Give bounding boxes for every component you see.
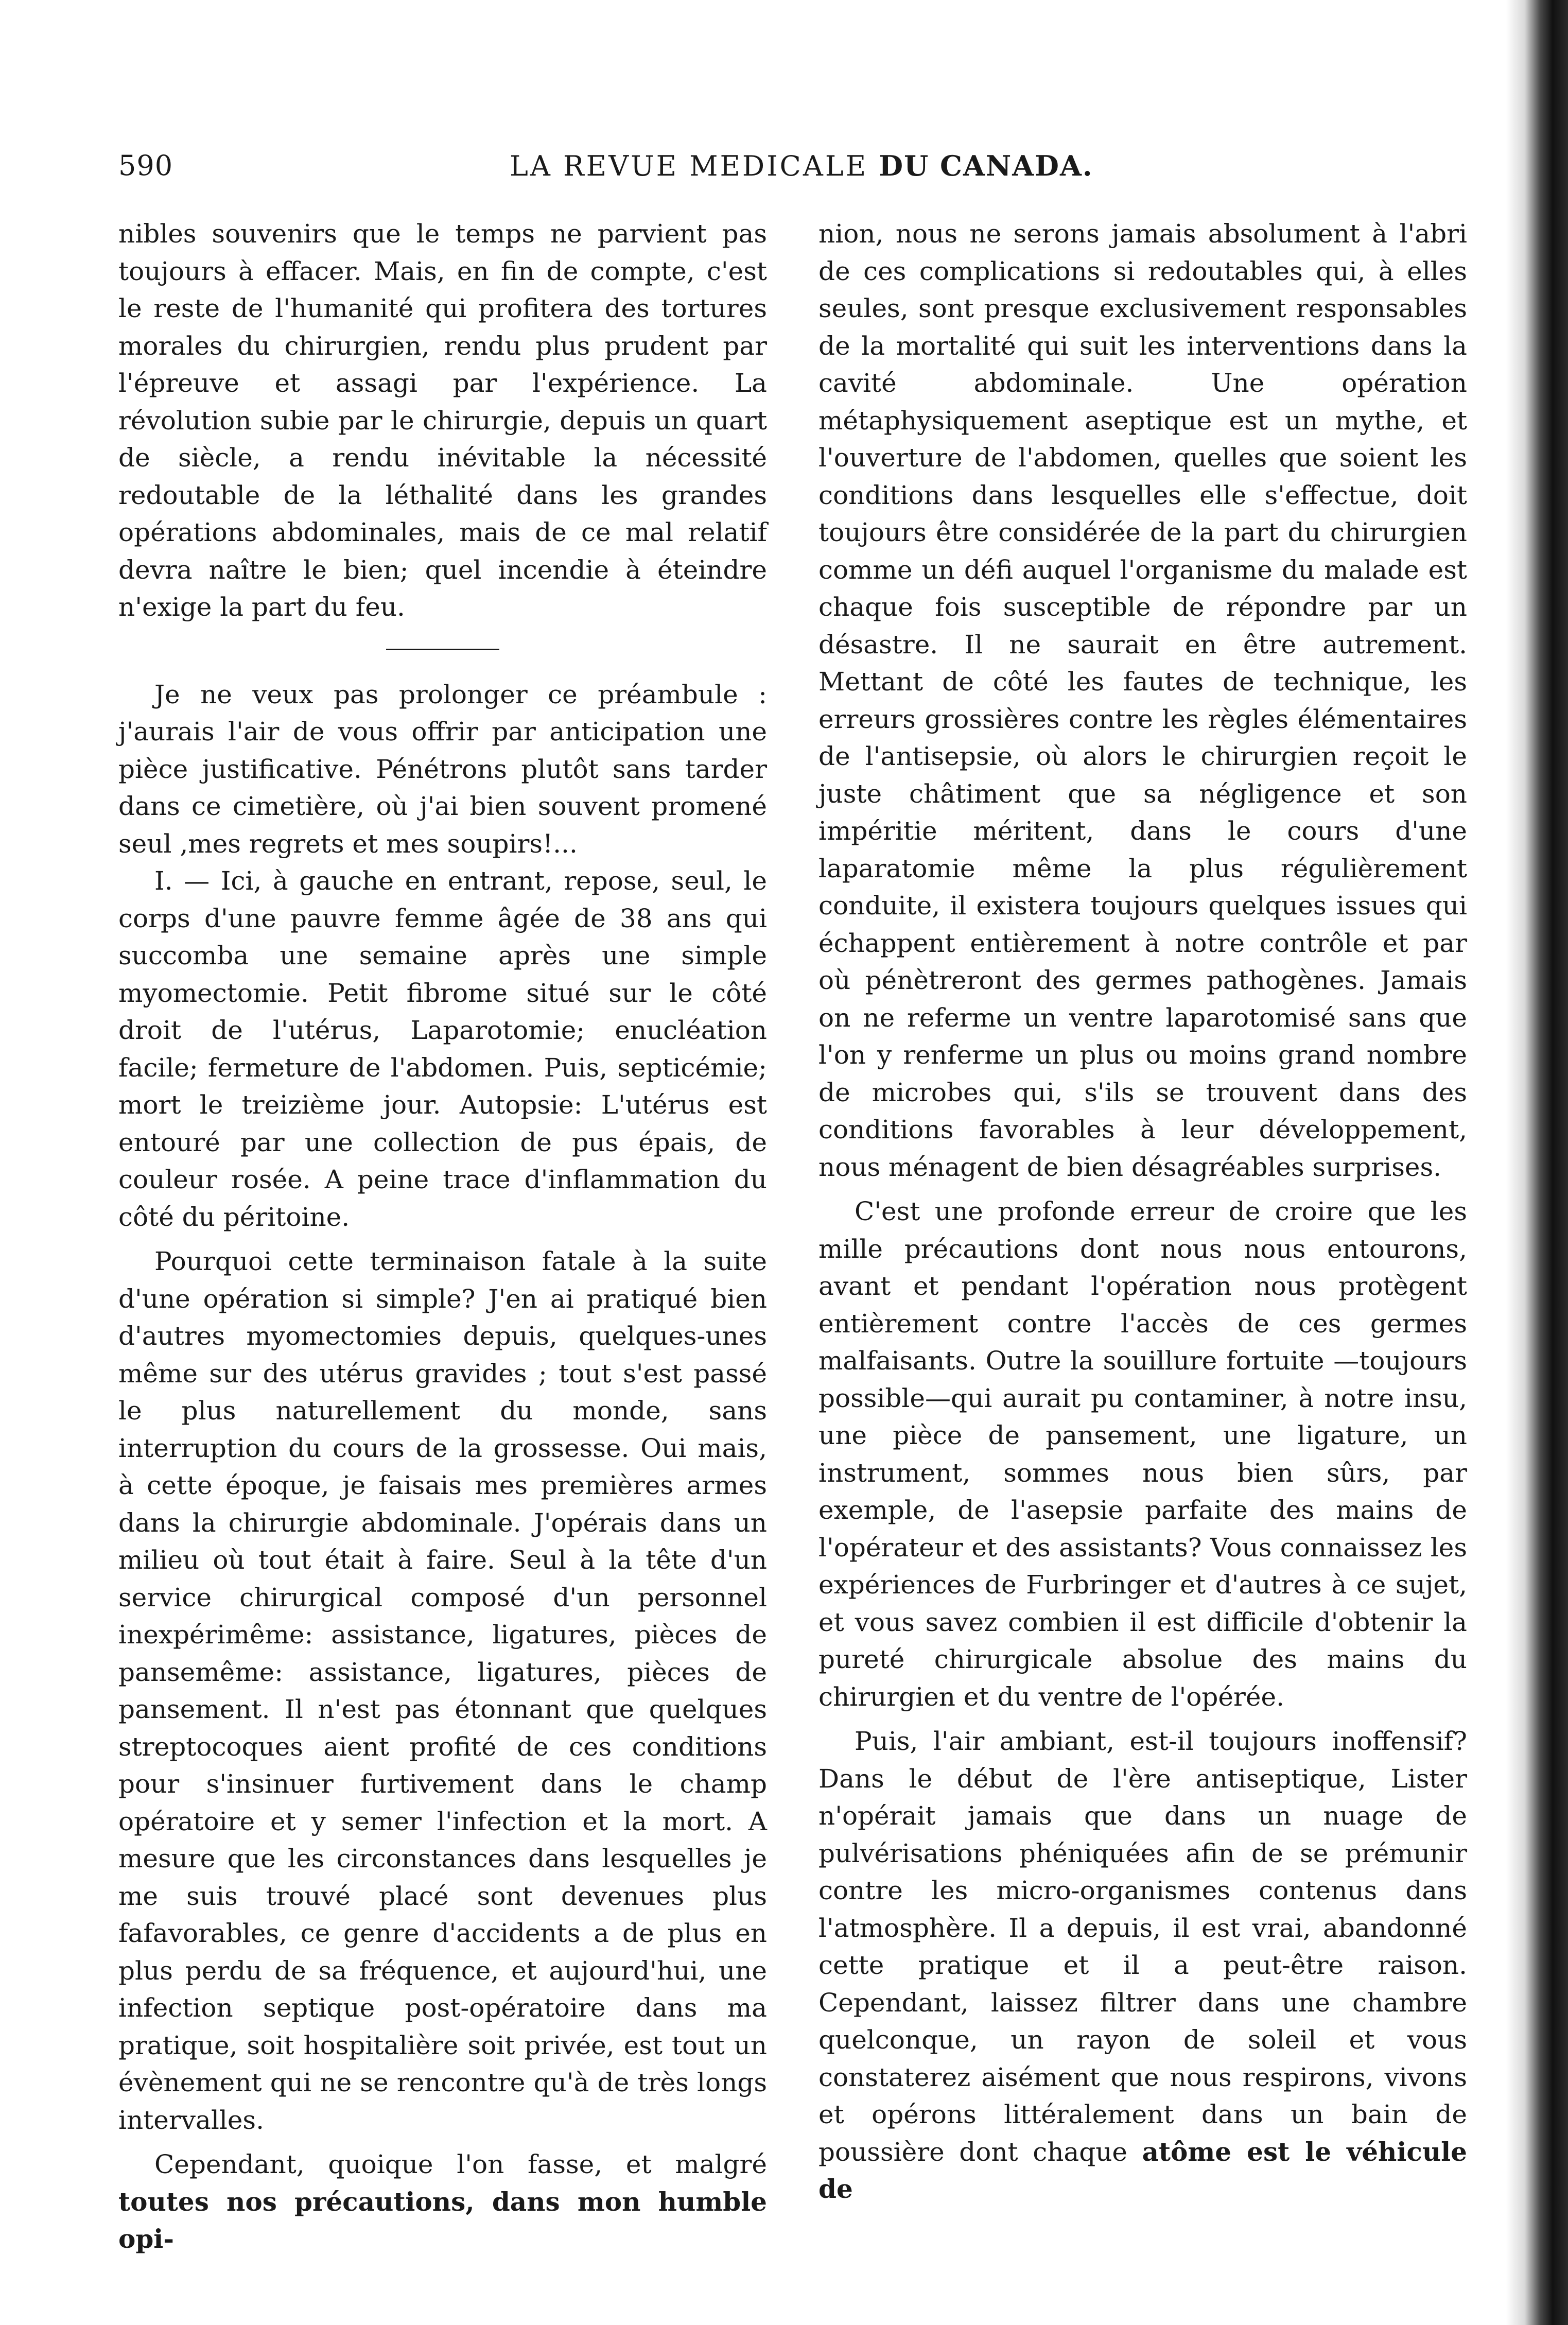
left-paragraph-5-text: Cependant, quoique l'on fasse, et malgré: [154, 2149, 767, 2179]
left-paragraph-5: [118, 2146, 767, 2258]
right-paragraph-3: [818, 1723, 1467, 2208]
right-paragraph-3-bold: atôme est le véhicule de: [818, 2136, 1467, 2204]
right-paragraph-2: C'est une profonde erreur de croire que les mille précautions dont nous nous entourons, avant et pendant l'opération nous protègent entièrement contre l'accès de ces germes malfaisants. Outre la souillure fortuite —toujours possible—qui aurait pu contaminer, à notre insu, une pièce de pansement, une ligature, un instrument, sommes nous bien sûrs, par exemple, de l'asepsie parfaite des mains de l'opérateur et des assistants? Vous connaissez les expériences de Furbringer et d'autres à ce sujet, et vous savez combien il est difficile d'obtenir la pureté chirurgicale absolue des mains du chirurgien et du ventre de l'opérée.: [818, 1196, 1467, 1712]
right-paragraph-1: nion, nous ne serons jamais absolument à l'abri de ces complications si redoutables qui, à elles seules, sont presque exclusivement responsables de la mortalité qui suit les interventions dans la cavité abdominale. Une opération métaphysiquement aseptique est un mythe, et l'ouverture de l'abdomen, quelles que soient les conditions dans lesquelles elle s'effectue, doit toujours être considérée de la part du chirurgien comme un défi auquel l'organisme du malade est chaque fois susceptible de répondre par un désastre. Il ne saurait en être autrement. Mettant de côté les fautes de technique, les erreurs grossières contre les règles élémentaires de l'antisepsie, où alors le chirurgien reçoit le juste châtiment que sa négligence et son impéritie méritent, dans le cours d'une laparatomie même la plus régulièrement conduite, il existera toujours quelques issues qui échappent entièrement à notre contrôle et par où pénètreront des germes pathogènes. Jamais on ne referme un ventre laparotomisé sans que l'on y renferme un plus ou moins grand nombre de microbes qui, s'ils se trouvent dans des conditions favorables à leur développement, nous ménagent de bien désagréables surprises.: [818, 219, 1467, 1182]
page-header: [118, 149, 1488, 190]
left-paragraph-3: I. — Ici, à gauche en entrant, repose, seul, le corps d'une pauvre femme âgée de 38 ans qui succomba une semaine après une simple myomectomie. Petit fibrome situé sur le côté droit de l'utérus, Laparotomie; enucléation facile; fermeture de l'abdomen. Puis, septicémie; mort le treizième jour. Autopsie: L'utérus est entouré par une collection de pus épais, de couleur rosée. A peine trace d'inflammation du côté du péritoine.: [118, 866, 767, 1232]
right-column: [818, 215, 1467, 2208]
running-head-end: DU CANADA.: [879, 149, 1093, 182]
left-paragraph-2: Je ne veux pas prolonger ce préambule : j'aurais l'air de vous offrir par anticipation une pièce justificative. Pénétrons plutôt sans tarder dans ce cimetière, où j'ai bien souvent promené seul ,mes regrets et mes soupirs!...: [118, 679, 767, 859]
right-paragraph-3-text: Puis, l'air ambiant, est-il toujours inoffensif? Dans le début de l'ère antiseptique, Lister n'opérait jamais que dans un nuage de pulvérisations phéniquées afin de se prémunir contre les micro-organismes contenus dans l'atmosphère. Il a depuis, il est vrai, abandonné cette pratique et il a peut-être raison. Cependant, laissez filtrer dans une chambre quelconque, un rayon de soleil et vous constaterez aisément que nous respirons, vivons et opérons littéralement dans un bain de poussière dont chaque: [818, 1726, 1467, 2167]
left-paragraph-1: nibles souvenirs que le temps ne parvient pas toujours à effacer. Mais, en fin de compte, c'est le reste de l'humanité qui profitera des tortures morales du chirurgien, rendu plus prudent par l'épreuve et assagi par l'expérience. La révolution subie par le chirurgie, depuis un quart de siècle, a rendu inévitable la nécessité redoutable de la léthalité dans les grandes opérations abdominales, mais de ce mal relatif devra naître le bien; quel incendie à éteindre n'exige la part du feu.: [118, 219, 767, 622]
section-divider: [386, 649, 499, 650]
page-edge-shadow: [1506, 0, 1568, 2325]
page-number: 590: [118, 149, 173, 182]
running-head: [510, 149, 1093, 182]
left-paragraph-5-bold: toutes nos précautions, dans mon humble opi-: [118, 2186, 767, 2254]
left-column: [118, 215, 767, 2258]
left-paragraph-4: Pourquoi cette terminaison fatale à la suite d'une opération si simple? J'en ai pratiqué bien d'autres myomectomies depuis, quelques-unes même sur des utérus gravides ; tout s'est passé le plus naturellement du monde, sans interruption du cours de la grossesse. Oui mais, à cette époque, je faisais mes premières armes dans la chirurgie abdominale. J'opérais dans un milieu où tout était à faire. Seul à la tête d'un service chirurgical composé d'un personnel inexpérimême: assistance, ligatures, pièces de pansemême: assistance, ligatures, pièces de pansement. Il n'est pas étonnant que quelques streptocoques aient profité de ces conditions pour s'insinuer furtivement dans le champ opératoire et y semer l'infection et la mort. A mesure que les circonstances dans lesquelles je me suis trouvé placé sont devenues plus fafavorables, ce genre d'accidents a de plus en plus perdu de sa fréquence, et aujourd'hui, une infection septique post-opératoire dans ma pratique, soit hospitalière soit privée, est tout un évènement qui ne se rencontre qu'à de très longs intervalles.: [118, 1246, 767, 2135]
running-head-start: LA REVUE MEDICALE: [510, 150, 868, 182]
